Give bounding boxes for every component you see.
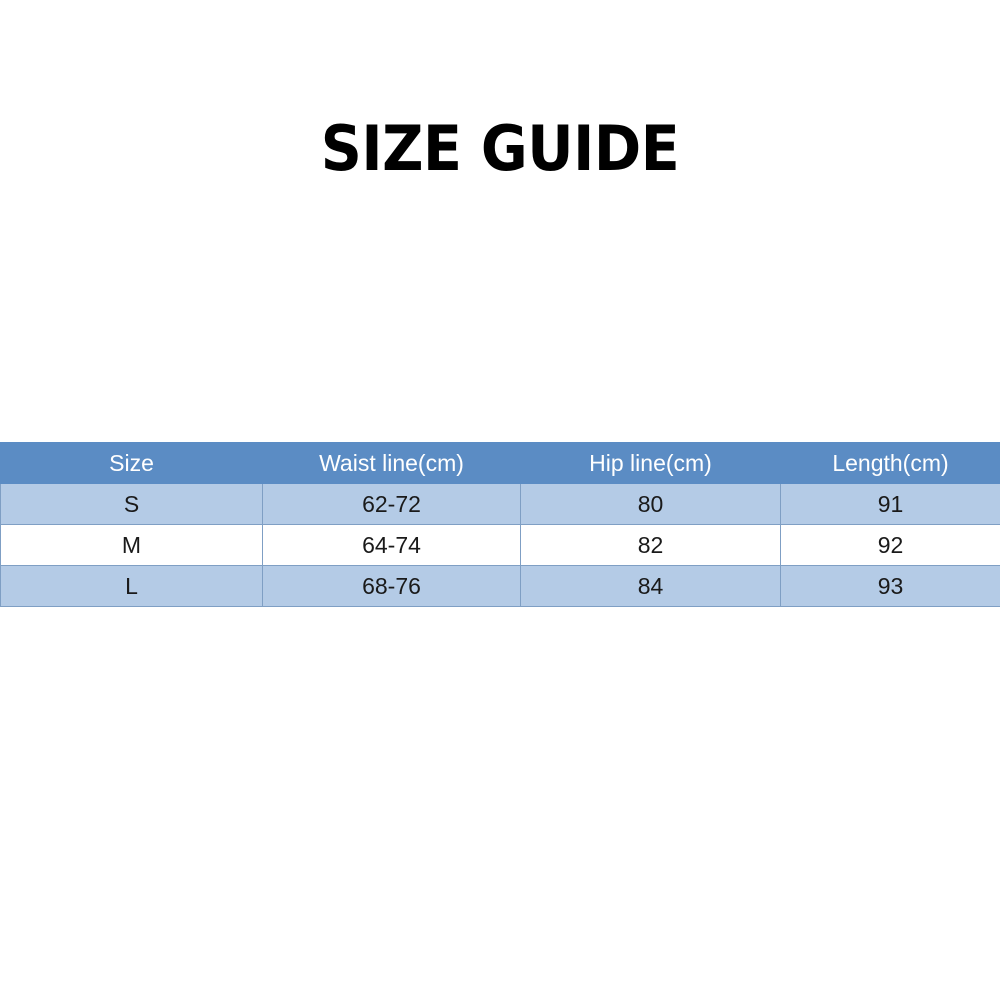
cell-hip-line: 82 — [521, 525, 781, 566]
cell-waist-line: 64-74 — [263, 525, 521, 566]
column-header-waist-line: Waist line(cm) — [263, 443, 521, 484]
table-row — [1, 484, 1000, 525]
cell-length: 91 — [781, 484, 1000, 525]
column-header-size: Size — [1, 443, 263, 484]
table-header — [1, 443, 1000, 484]
page-title: SIZE GUIDE — [320, 112, 680, 185]
table-row — [1, 566, 1000, 607]
cell-size: L — [1, 566, 263, 607]
size-table-container — [0, 442, 1000, 607]
table-body — [1, 484, 1000, 607]
cell-size: S — [1, 484, 263, 525]
table-header-row — [1, 443, 1000, 484]
cell-size: M — [1, 525, 263, 566]
column-header-length: Length(cm) — [781, 443, 1000, 484]
cell-hip-line: 84 — [521, 566, 781, 607]
table-row — [1, 525, 1000, 566]
cell-hip-line: 80 — [521, 484, 781, 525]
size-guide-table — [0, 442, 1000, 607]
column-header-hip-line: Hip line(cm) — [521, 443, 781, 484]
cell-waist-line: 68-76 — [263, 566, 521, 607]
cell-waist-line: 62-72 — [263, 484, 521, 525]
cell-length: 93 — [781, 566, 1000, 607]
cell-length: 92 — [781, 525, 1000, 566]
